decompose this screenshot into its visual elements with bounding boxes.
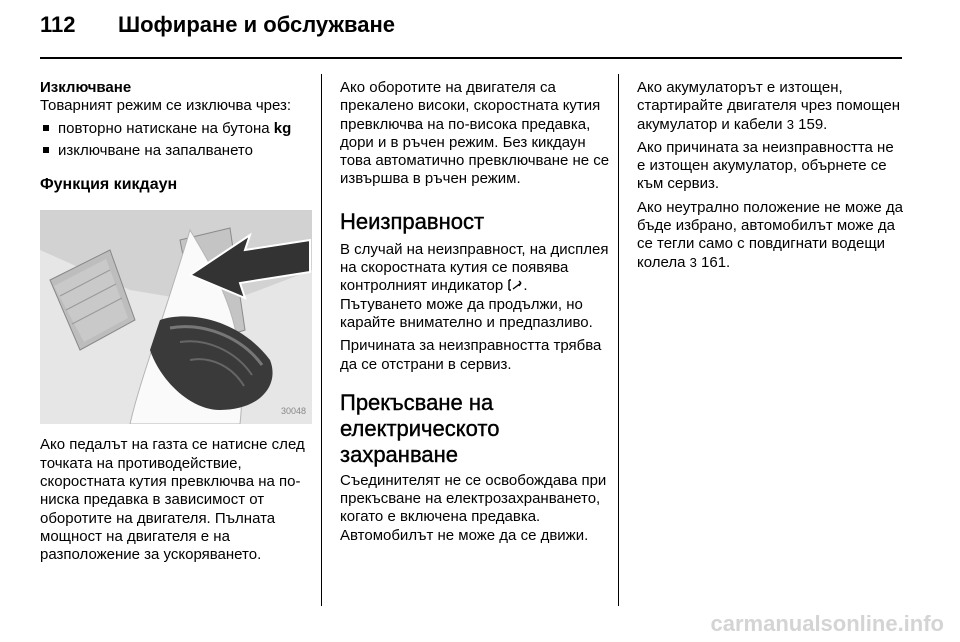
subheading-deactivate: Изключване xyxy=(40,79,132,96)
bullet-item: изключване на запалването xyxy=(40,142,312,160)
paragraph: Ако акумулаторът е изтощен, стартирайте двигателя чрез помощен акумулатор и кабели 3 159. xyxy=(637,79,901,133)
page-number: 112 xyxy=(40,12,76,37)
paragraph: Ако причината за неизправността не е изтощен акумулатор, обърнете се към сервиз. xyxy=(637,138,894,193)
bullet-item: повторно натискане на бутона kg xyxy=(40,120,312,138)
paragraph: Съединителят не се освобождава при прекъсване на електрозахранването, когато е включена предавка. Автомобилът не може да се движи. xyxy=(340,471,607,544)
page-reference-arrow-icon: 3 xyxy=(689,254,697,270)
column-1 xyxy=(40,79,312,565)
transmission-warning-icon xyxy=(507,279,523,291)
kickdown-paragraph: Ако педалът на газта се натисне след точката на противодействие, скоростната кутия превключва на по-ниска предавка в зависимост от оборотите на двигателя. Пълната мощност на двигателя е на разположение за ускоряването. xyxy=(40,436,305,564)
kg-button-label: kg xyxy=(273,119,292,137)
section-heading-fault: Неизправност xyxy=(340,208,485,234)
paragraph: Ако оборотите на двигателя са прекалено високи, скоростната кутия превключва на по-висока предавка, дори и в ръчен режим. Без кикдаун това автоматично превключване не се извършва в ръчен режим. xyxy=(340,79,610,188)
page-title: Шофиране и обслужване xyxy=(118,12,396,37)
section-heading-power-interruption: Прекъсване на електрическото захранване xyxy=(340,389,500,467)
column-divider xyxy=(618,74,619,606)
header-rule xyxy=(40,57,902,59)
pedal-drawing xyxy=(40,210,312,424)
watermark: carmanualsonline.info xyxy=(710,611,944,636)
section-heading-kickdown: Функция кикдаун xyxy=(40,176,178,194)
page-reference[interactable]: 159 xyxy=(798,115,824,133)
paragraph: Ако неутрално положение не може да бъде избрано, автомобилът може да се тегли само с повдигнати водещи колела 3 161. xyxy=(637,198,904,271)
intro-text: Товарният режим се изключва чрез: xyxy=(40,97,292,115)
page-reference-arrow-icon: 3 xyxy=(786,116,794,132)
column-divider xyxy=(321,74,322,606)
paragraph: В случай на неизправност, на дисплея на скоростната кутия се появява контролният индикатор . Пътуването може да продължи, но карайте внимателно и предпазливо. xyxy=(340,240,609,331)
figure-number: 30048 xyxy=(280,406,306,417)
column-2 xyxy=(340,79,610,545)
page-reference[interactable]: 161 xyxy=(701,253,727,271)
paragraph: Причината за неизправността трябва да се отстрани в сервиз. xyxy=(340,337,602,373)
column-3 xyxy=(637,79,905,272)
kickdown-pedal-illustration xyxy=(40,210,312,424)
